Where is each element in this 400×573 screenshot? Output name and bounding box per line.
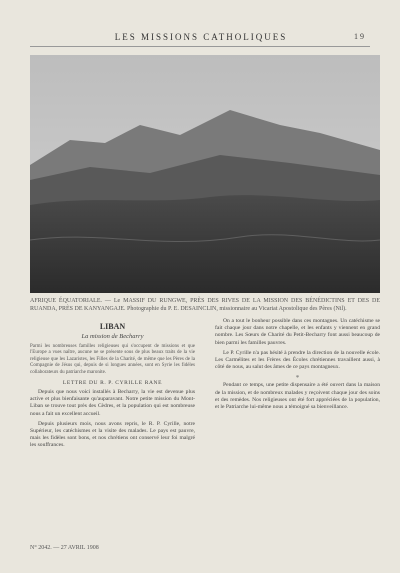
- paragraph-right-3: Pendant ce temps, une petite dispensaire a été ouvert dans la maison de la mission, et de nombreux malades y reçoivent chaque jour des soins et des remèdes. Nos religieuses ont été fort appréciées de la population, et le Patriarche lui-même nous a témoigné sa bienveillance.: [215, 382, 380, 411]
- section-separator: *: [295, 374, 300, 383]
- journal-title: LES MISSIONS CATHOLIQUES: [114, 32, 288, 42]
- intro-paragraph: Parmi les nombreuses familles religieuses qui s'occupent de missions et que l'Europe a vues naître, aucune ne se présente sous de plus beaux traits de la vie religieuse que les Lazaristes, les Filles de la Charité, de même que les Pères de la Compagnie de Jésus qui, depuis de si longues années, sont en Syrie les fidèles collaborateurs du patriarche maronite.: [30, 344, 195, 375]
- photo-illustration: [30, 55, 380, 293]
- valley-ground: [30, 195, 380, 293]
- header-rule: [30, 46, 370, 47]
- section-title: LIBAN: [99, 322, 126, 331]
- landscape-photo: [30, 55, 380, 293]
- paragraph-right-1: On a tout le bonheur possible dans ces montagnes. Un catéchisme se fait chaque jour dans notre chapelle, et les enfants y viennent en grand nombre. Les Sœurs de Charité du Petit-Becharry font aussi beaucoup de bien parmi les familles pauvres.: [215, 318, 380, 346]
- chapter-title: LETTRE DU R. P. CYRILLE RANE: [62, 380, 163, 387]
- paragraph-right-2: Le P. Cyrille n'a pas hésité à prendre la direction de la nouvelle école. Les Carmélites et les Frères des Écoles chrétiennes travaillent aussi, à côté de nous, au salut des âmes de ce pays montagneux.: [215, 349, 380, 371]
- paragraph-left-2: Depuis plusieurs mois, nous avons repris, le R. P. Cyrille, notre Supérieur, les catéchismes et la visite des malades. Le pays est pauvre, mais les fidèles sont bons, et nos chrétiens ont conservé leur foi malgré les souffrances.: [30, 420, 195, 449]
- photo-caption: AFRIQUE ÉQUATORIALE. — Le MASSIF DU RUNGWE, PRÈS DES RIVES DE LA MISSION DES BÉNÉDICTINS ET DES DE RUANDA, PRÈS DE KANYANGAJE. Photographie du P. E. DESAINCLIN, missionnaire au Vicariat Apostolique des Pères (Nil).: [30, 298, 380, 312]
- page-number: 1 9: [354, 32, 364, 41]
- section-subtitle: La mission de Becharry: [81, 333, 144, 340]
- paragraph-left-1: Depuis que nous voici installés à Becharry, la vie est devenue plus active et plus bienfaisante qu'auparavant. Notre petite mission du Mont-Liban se trouve tout près des Cèdres, et la population qui est nombreuse nous a fait un excellent accueil.: [30, 389, 195, 417]
- page-header: [0, 28, 400, 50]
- page-footer: N° 2042. — 27 AVRIL 1908: [30, 545, 99, 551]
- left-column: [30, 318, 195, 453]
- right-column: [215, 318, 380, 414]
